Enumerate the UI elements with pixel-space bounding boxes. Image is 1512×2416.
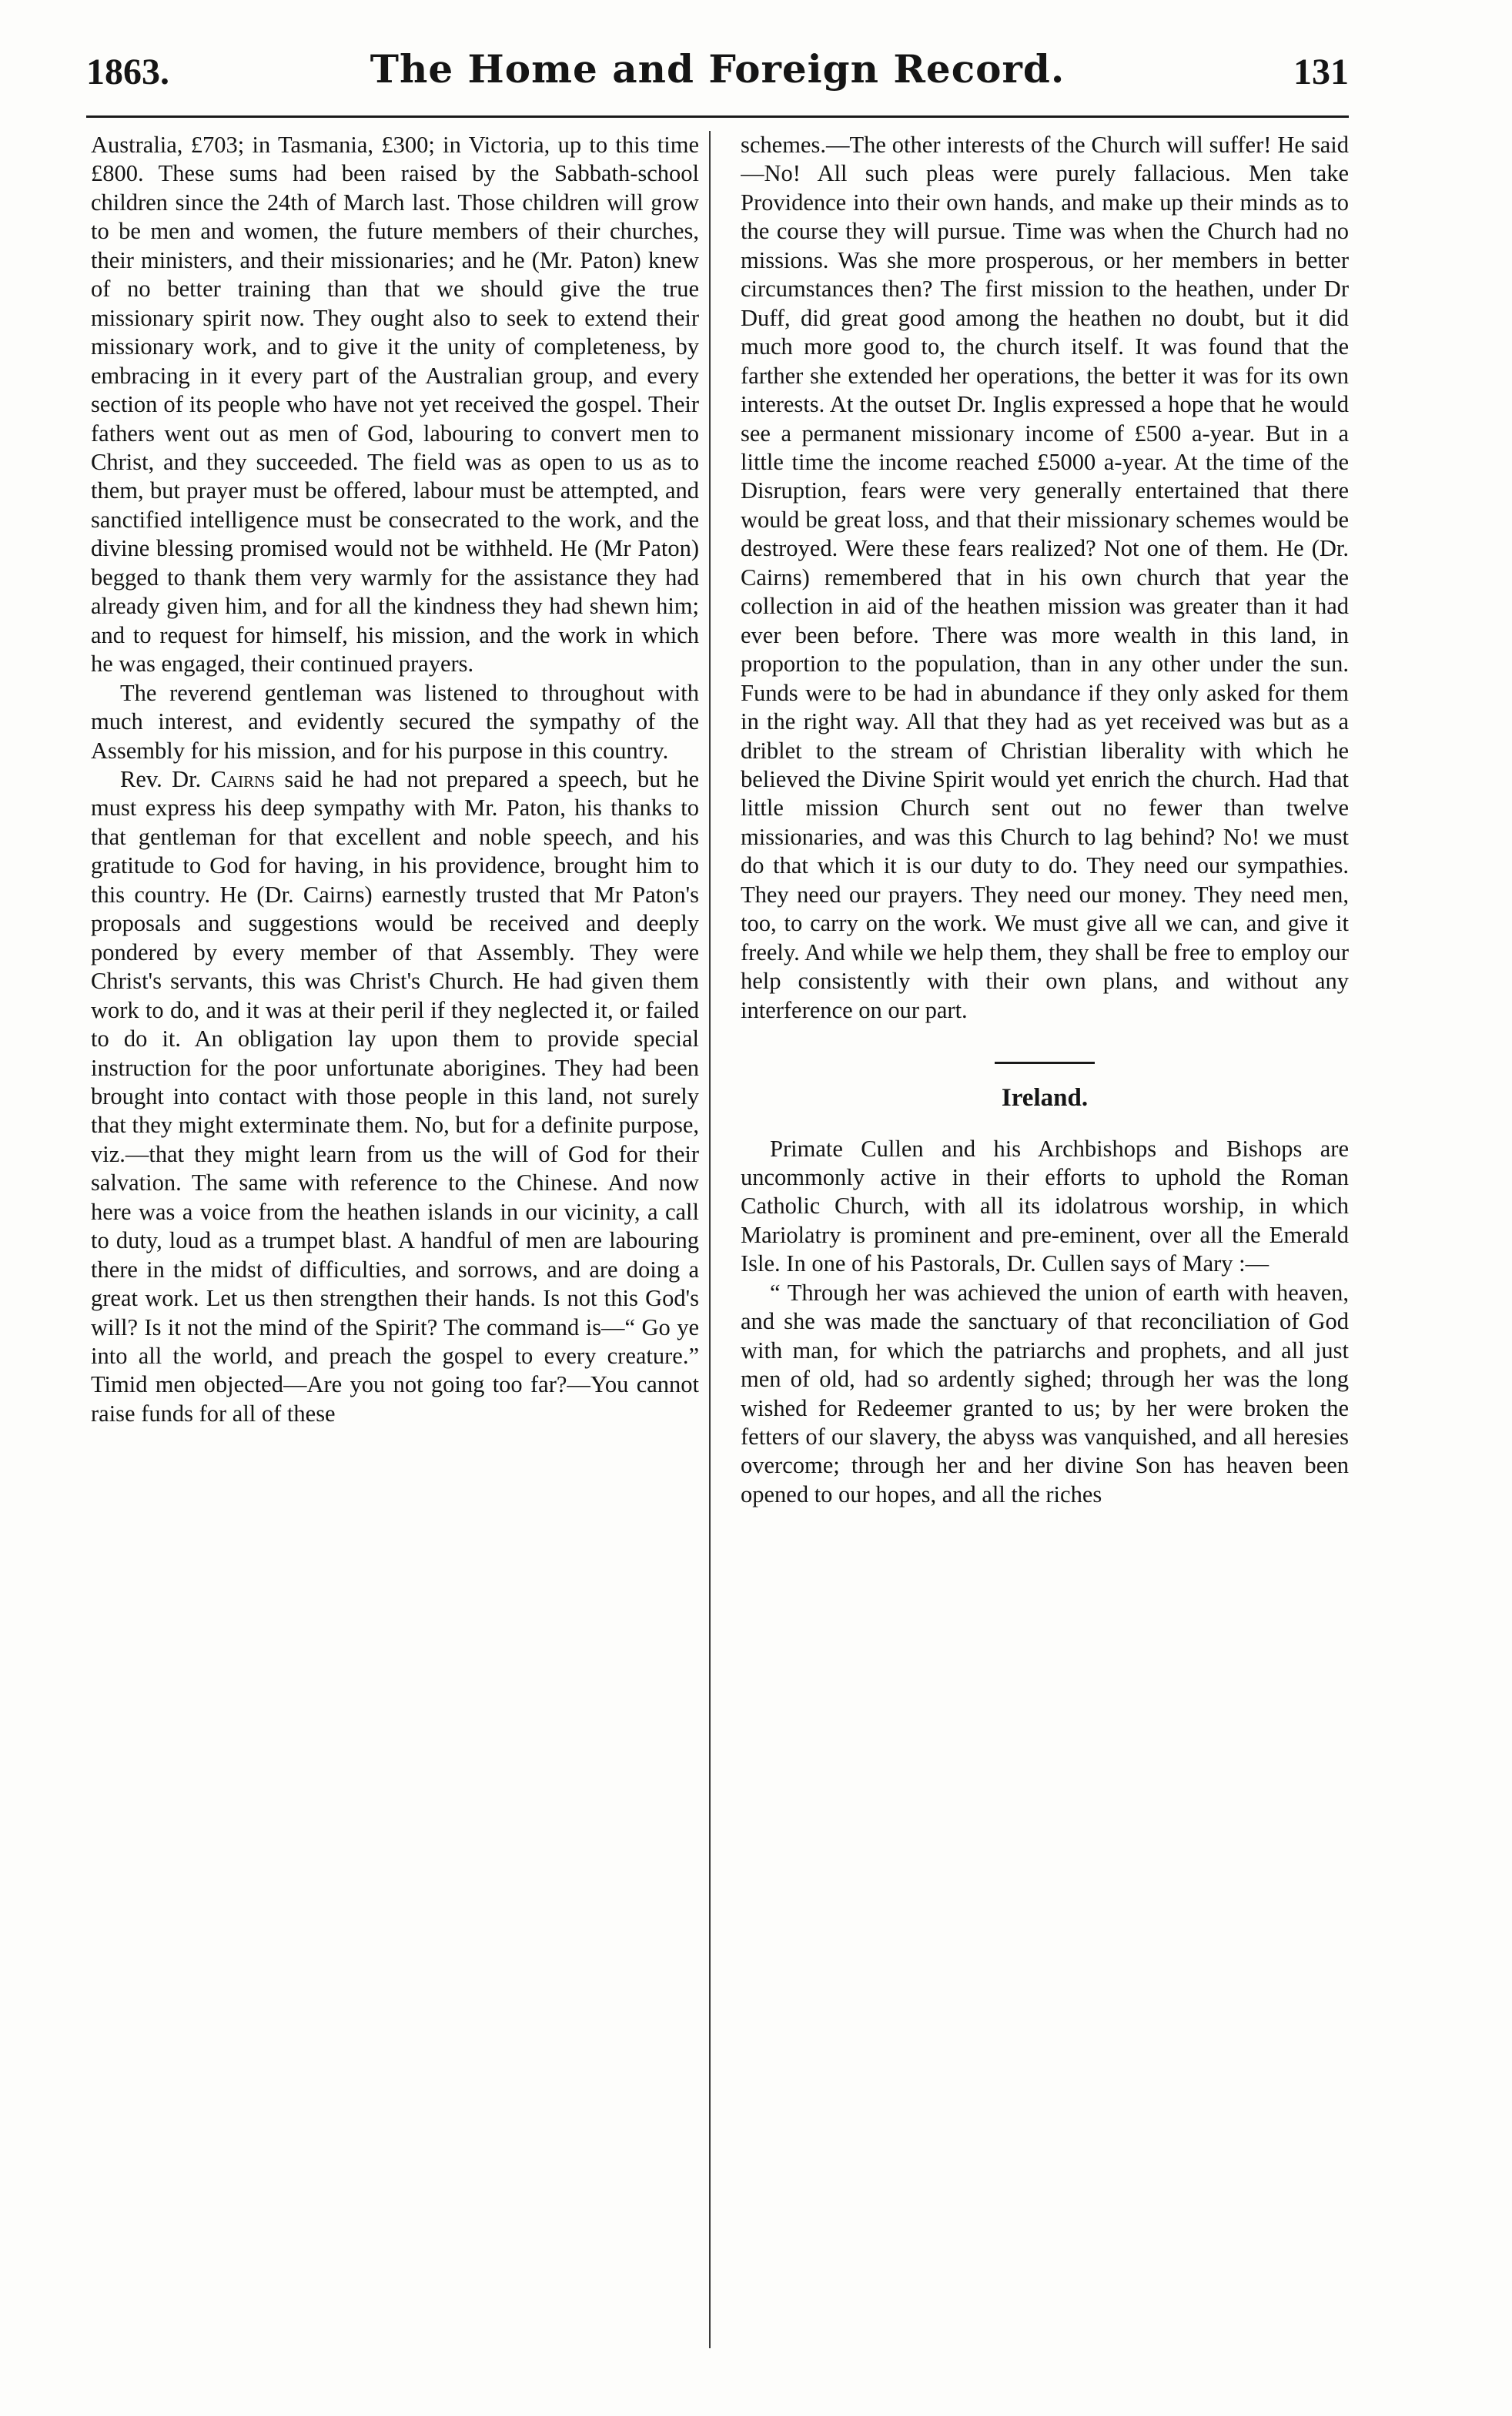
left-paragraph-3 [91, 765, 699, 1428]
header-year: 1863. [86, 52, 169, 92]
page-number: 131 [1293, 52, 1349, 92]
left-paragraph-1: Australia, £703; in Tasmania, £300; in Victoria, up to this time £800. These sums had been raised by the Sabbath-school children since the 24th of March last. Those children will grow to be men and women, the future members of their churches, their ministers, and their missionaries; and he (Mr. Paton) knew of no better training than that we should give the true missionary spirit now. They ought also to seek to extend their missionary work, and to give it the unity of completeness, by embracing in it every part of the Australian group, and every section of its people who have not yet received the gospel. Their fathers went out as men of God, labouring to convert men to Christ, and they succeeded. The field was as open to us as to them, but prayer must be offered, labour must be attempted, and sanctified intelligence must be consecrated to the work, and the divine blessing promised would not be withheld. He (Mr Paton) begged to thank them very warmly for the assistance they had already given him, and for all the kindness they had shewn him; and to request for himself, his mission, and the work in which he was engaged, their continued prayers. [91, 132, 699, 678]
left-paragraph-2: The reverend gentleman was listened to throughout with much interest, and evidently secured the sympathy of the Assembly for his mission, and for his purpose in this country. [91, 679, 699, 764]
right-paragraph-3: “ Through her was achieved the union of earth with heaven, and she was made the sanctuary of that reconciliation of God with man, for which the patriarchs and prophets, and all just men of old, had so ardently sighed; through her was the long wished for Redeemer granted to us; by her were broken the fetters of our slavery, the abyss was vanquished, and all heresies overcome; through her and her divine Son has heaven been opened to our hopes, and all the riches [741, 1279, 1349, 1507]
left-column [91, 131, 699, 2348]
header-title: The Home and Foreign Record. [370, 46, 1065, 92]
column-divider [709, 131, 711, 2348]
section-separator [995, 1062, 1095, 1064]
section-heading: Ireland. [1001, 1084, 1089, 1113]
left-paragraph-3-text: said he had not prepared a speech, but he must express his deep sympathy with Mr. Paton, his thanks to that gentleman for that excellent and noble speech, and his gratitude to God for having, in his providence, brought him to this country. He (Dr. Cairns) earnestly trusted that Mr Paton's proposals and suggestions would be received and deeply pondered by every member of that Assembly. They were Christ's servants, this was Christ's Church. He had given them work to do, and it was at their peril if they neglected it, or failed to do it. An obligation lay upon them to provide special instruction for the poor unfortunate aborigines. They had been brought into contact with those people in this land, not surely that they might exterminate them. No, but for a definite purpose, viz.—that they might learn from us the will of God for their salvation. The same with reference to the Chinese. And now here was a voice from the heathen islands in our vicinity, a call to duty, loud as a trumpet blast. A handful of men are labouring there in the midst of difficulties, and sorrows, and are doing a great work. Let us then strengthen their hands. Is not this God's will? Is it not the mind of the Spirit? The command is—“ Go ye into all the world, and preach the gospel to every creature.” Timid men objected—Are you not going too far?—You cannot raise funds for all of these [91, 765, 699, 1427]
speaker-name: Cairns [210, 765, 276, 792]
page-header [86, 46, 1349, 108]
right-column [741, 131, 1349, 2348]
left-paragraph-3-prefix: Rev. Dr. [120, 765, 211, 792]
header-rule [86, 115, 1349, 118]
right-paragraph-1: schemes.—The other interests of the Church will suffer! He said—No! All such pleas were purely fallacious. Men take Providence into their own hands, and make up their minds as to the course they will pursue. Time was when the Church had no missions. Was she more prosperous, or her members in better circumstances then? The first mission to the heathen, under Dr Duff, did great good among the heathen no doubt, but it did much more good to, the church itself. It was found that the farther she extended her operations, the better it was for its own interests. At the outset Dr. Inglis expressed a hope that he would see a permanent missionary income of £500 a-year. But in a little time the income reached £5000 a-year. At the time of the Disruption, fears were very generally entertained that there would be great loss, and that their missionary schemes would be destroyed. Were these fears realized? Not one of them. He (Dr. Cairns) remembered that in his own church that year the collection in aid of the heathen mission was greater than it had ever been before. There was more wealth in this land, in proportion to the population, than in any other under the sun. Funds were to be had in abundance if they only asked for them in the right way. All that they had as yet received was but as a driblet to the stream of Christian liberality with which he believed the Divine Spirit would yet enrich the church. Had that little mission Church sent out no fewer than twelve missionaries, and was this Church to lag behind? No! we must do that which it is our duty to do. They need our sympathies. They need our prayers. They need our money. They need men, too, to carry on the work. We must give all we can, and give it freely. And while we help them, they shall be free to employ our help consistently with their own plans, and without any interference on our part. [741, 132, 1349, 1023]
right-paragraph-2: Primate Cullen and his Archbishops and Bishops are uncommonly active in their efforts to uphold the Roman Catholic Church, with all its idolatrous worship, in which Mariolatry is prominent and pre-eminent, over all the Emerald Isle. In one of his Pastorals, Dr. Cullen says of Mary :— [741, 1135, 1349, 1277]
